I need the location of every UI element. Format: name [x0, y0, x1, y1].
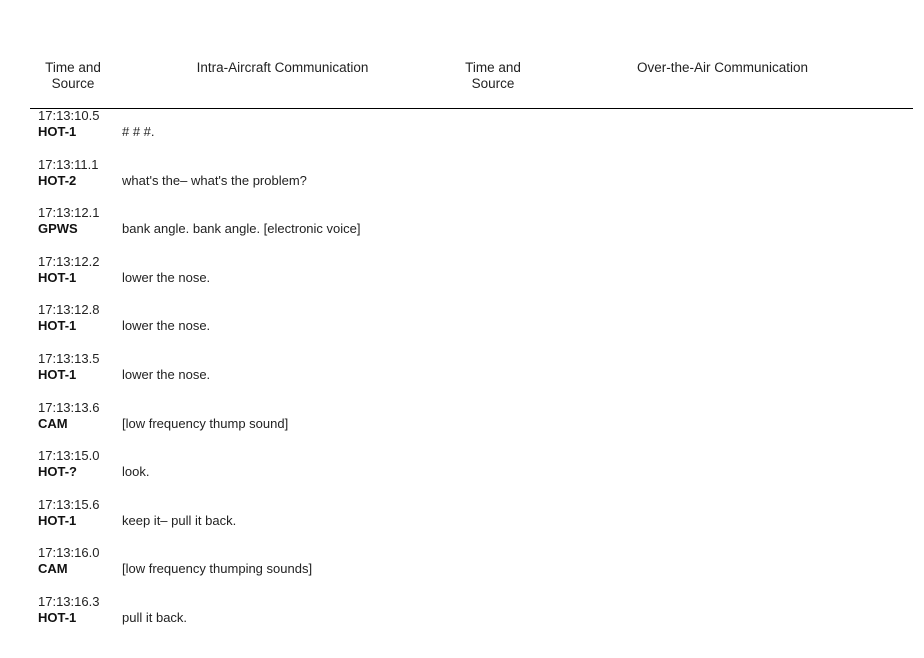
row-time: 17:13:15.0: [38, 448, 100, 464]
transcript-row: [38, 108, 908, 156]
row-source: HOT-1: [38, 124, 77, 139]
row-communication: [low frequency thump sound]: [122, 415, 289, 431]
row-source: HOT-1: [38, 269, 77, 285]
row-communication: look.: [122, 464, 150, 480]
row-communication: [low frequency thumping sounds]: [122, 561, 313, 577]
row-source: HOT-1: [38, 512, 77, 528]
transcript-row: [38, 302, 908, 350]
transcript-row: [38, 157, 908, 205]
row-communication: lower the nose.: [122, 269, 211, 285]
header-time-and-source-1: Time and Source: [45, 60, 101, 91]
header-time-and-source-2: Time and Source: [465, 60, 521, 91]
row-time: 17:13:16.0: [38, 545, 100, 561]
row-communication: lower the nose.: [122, 367, 211, 382]
row-communication: lower the nose.: [122, 318, 211, 334]
row-time: 17:13:12.2: [38, 253, 100, 269]
row-time: 17:13:13.6: [38, 399, 100, 415]
transcript-row: [38, 448, 908, 496]
transcript-row: [38, 545, 908, 593]
row-source: HOT-1: [38, 318, 77, 334]
row-time: 17:13:12.1: [38, 205, 100, 221]
row-time: 17:13:13.5: [38, 351, 100, 366]
row-communication: pull it back.: [122, 610, 188, 625]
transcript-row: [38, 594, 908, 642]
row-source: HOT-1: [38, 367, 77, 382]
row-source: HOT-2: [38, 172, 77, 188]
transcript-row: [38, 400, 908, 448]
transcript-row: [38, 351, 908, 399]
row-time: 17:13:12.8: [38, 302, 100, 318]
header-over-the-air-communication: Over-the-Air Communication: [636, 60, 809, 75]
row-communication: what's the– what's the problem?: [122, 172, 307, 188]
row-source: CAM: [38, 561, 68, 577]
row-communication: # # #.: [122, 124, 155, 139]
row-time: 17:13:10.5: [38, 108, 100, 123]
row-source: CAM: [38, 415, 68, 431]
transcript-row: [38, 205, 908, 253]
row-time: 17:13:11.1: [38, 156, 99, 172]
transcript-row: [38, 497, 908, 545]
row-time: 17:13:15.6: [38, 496, 100, 512]
row-source: HOT-1: [38, 610, 77, 625]
header-intra-aircraft-communication: Intra-Aircraft Communication: [196, 60, 369, 75]
transcript-row: [38, 254, 908, 302]
row-time: 17:13:16.3: [38, 594, 100, 609]
row-communication: bank angle. bank angle. [electronic voice]: [122, 221, 361, 237]
row-source: HOT-?: [38, 464, 77, 480]
row-source: GPWS: [38, 221, 78, 237]
row-communication: keep it– pull it back.: [122, 512, 237, 528]
